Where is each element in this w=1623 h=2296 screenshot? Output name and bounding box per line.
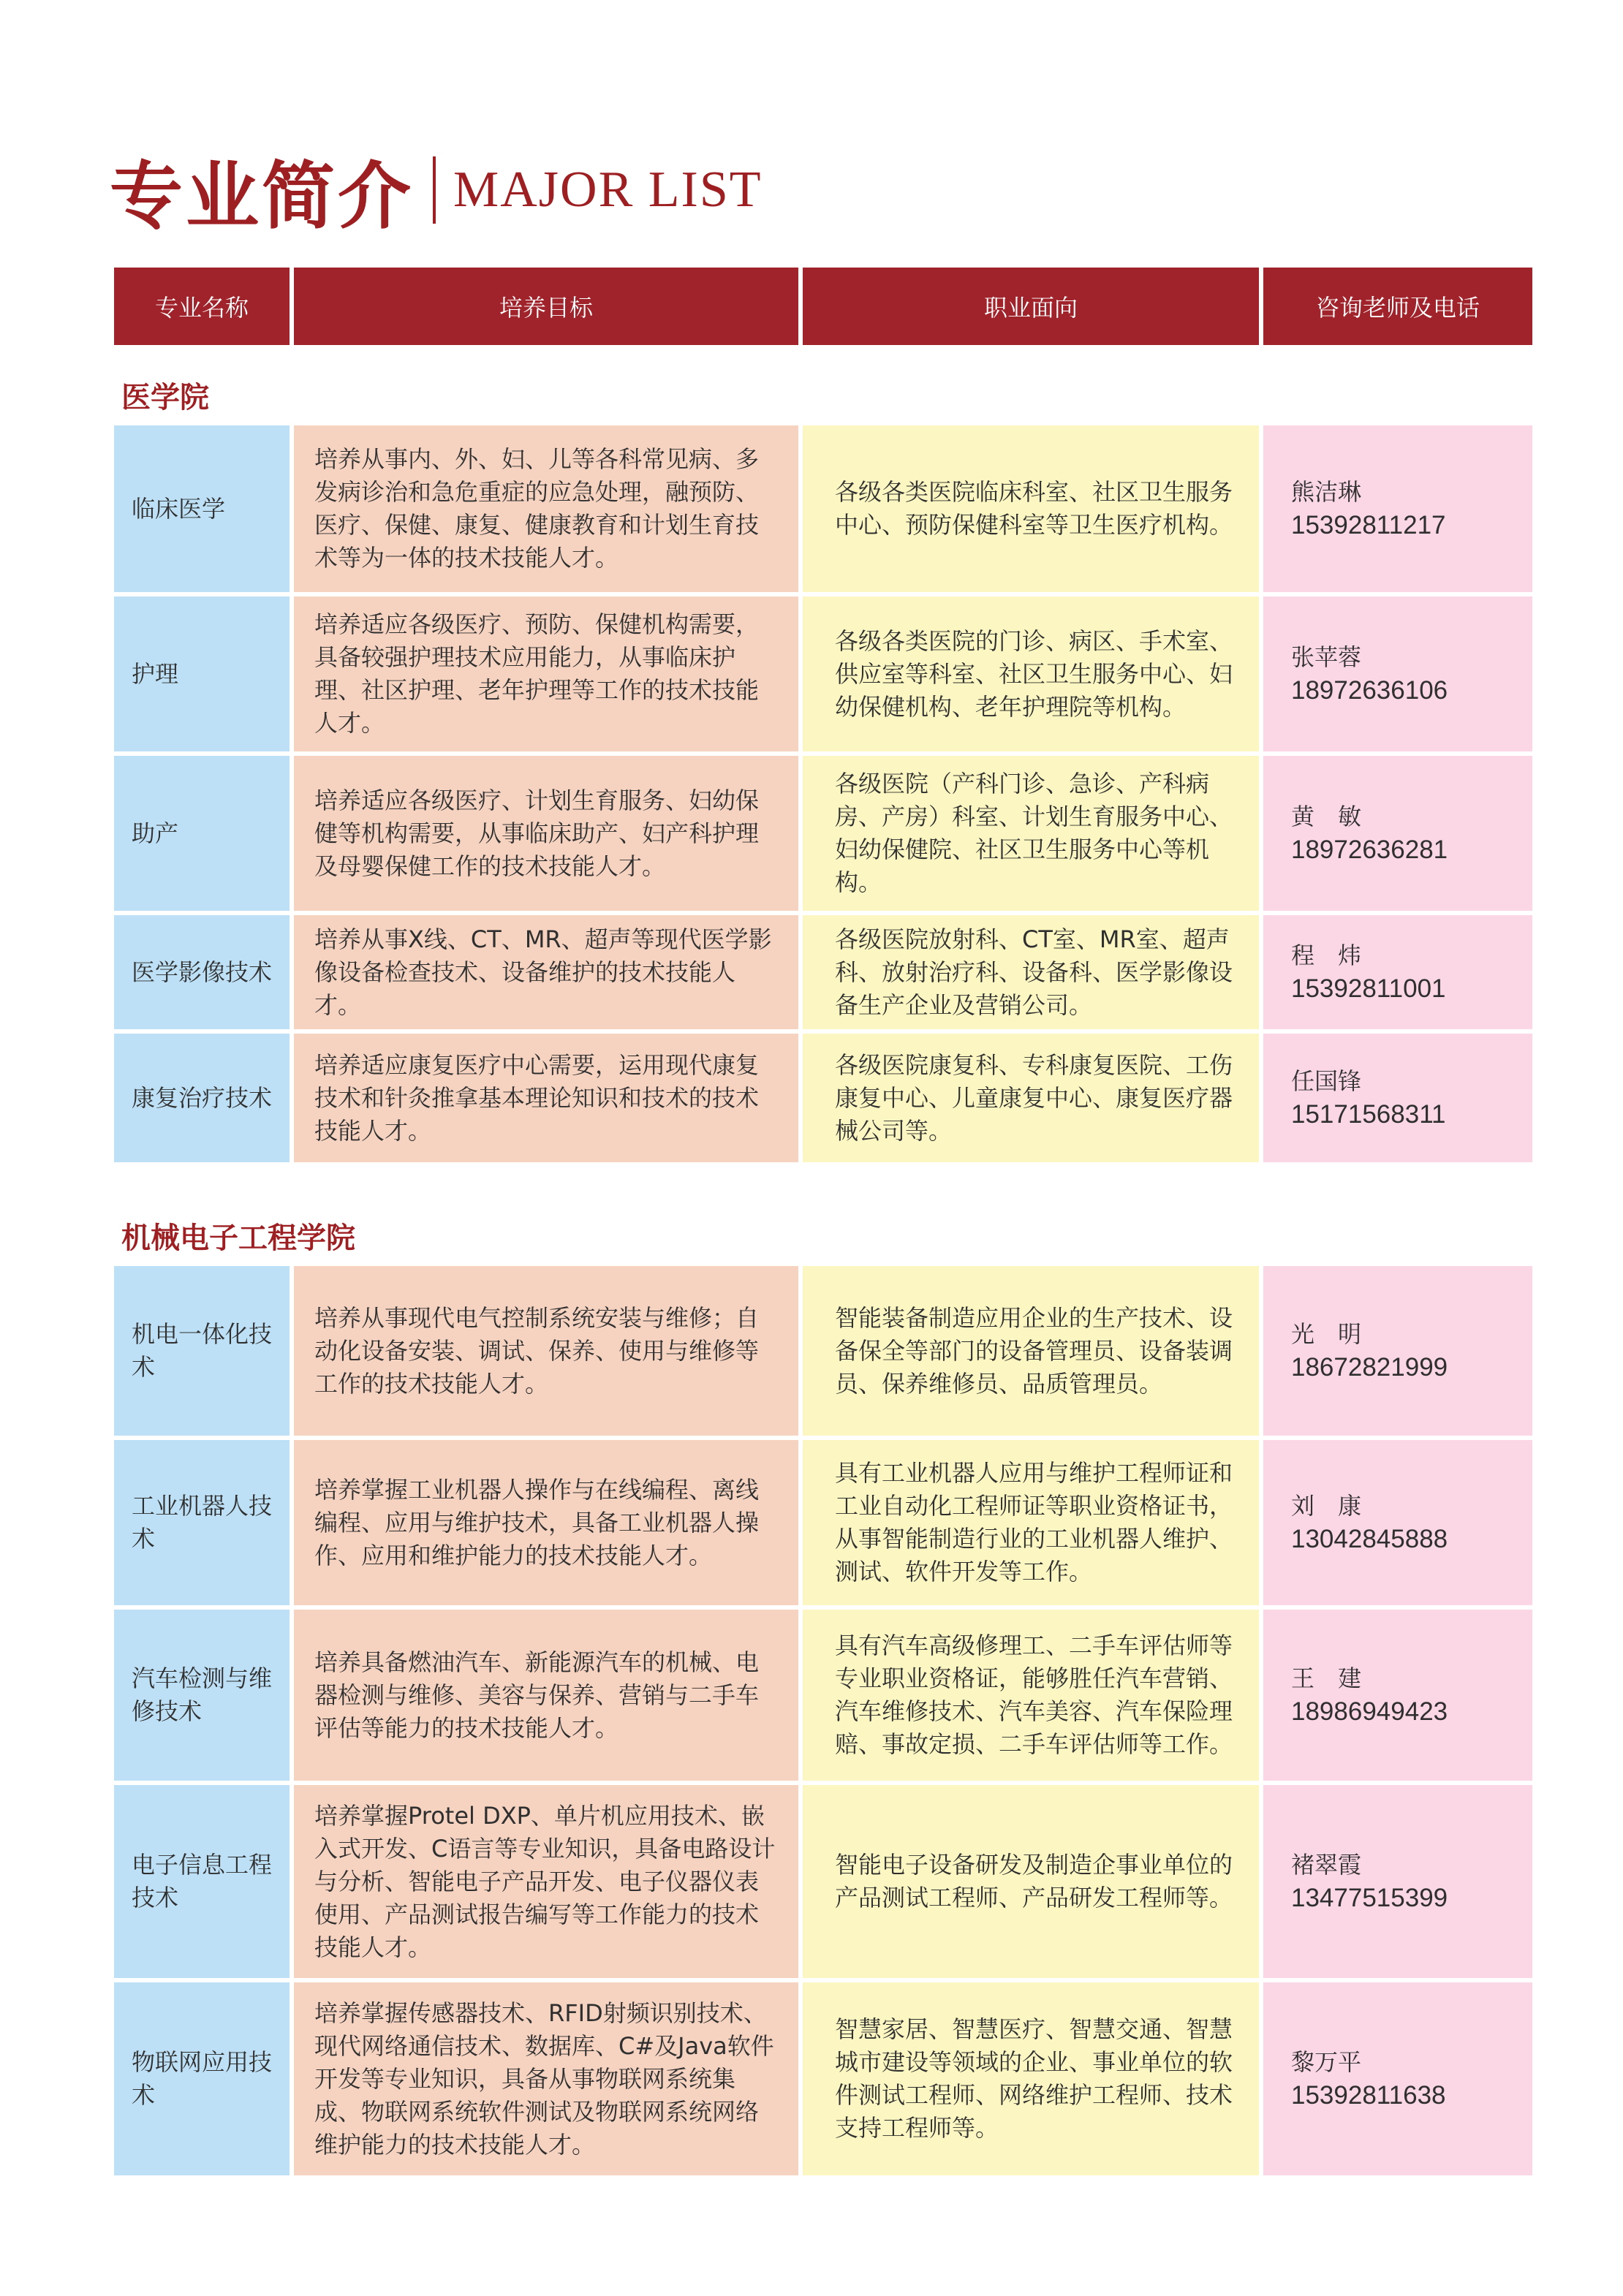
teacher-name: 程 炜	[1291, 941, 1362, 969]
major-name: 护理	[114, 596, 290, 751]
teacher-name: 张苹蓉	[1291, 643, 1362, 671]
major-name: 机电一体化技术	[114, 1266, 290, 1436]
training-goal: 培养具备燃油汽车、新能源汽车的机械、电器检测与维修、美容与保养、营销与二手车评估等能力的技术技能人才。	[294, 1610, 798, 1781]
contact-info	[1263, 1266, 1532, 1436]
major-name: 物联网应用技术	[114, 1982, 290, 2175]
phone-number: 15171568311	[1291, 1100, 1446, 1129]
career-direction: 各级各类医院的门诊、病区、手术室、供应室等科室、社区卫生服务中心、妇幼保健机构、老年护理院等机构。	[803, 596, 1259, 751]
page-title	[110, 146, 763, 239]
teacher-name: 黄 敏	[1291, 803, 1362, 830]
career-direction: 智能电子设备研发及制造企事业单位的产品测试工程师、产品研发工程师等。	[803, 1785, 1259, 1978]
training-goal: 培养适应各级医疗、预防、保健机构需要，具备较强护理技术应用能力，从事临床护理、社区护理、老年护理等工作的技术技能人才。	[294, 596, 798, 751]
phone-number: 15392811001	[1291, 974, 1446, 1003]
header-contact: 咨询老师及电话	[1263, 268, 1532, 345]
career-direction: 各级医院放射科、CT室、MR室、超声科、放射治疗科、设备科、医学影像设备生产企业及营销公司。	[803, 915, 1259, 1029]
career-direction: 智慧家居、智慧医疗、智慧交通、智慧城市建设等领域的企业、事业单位的软件测试工程师、网络维护工程师、技术支持工程师等。	[803, 1982, 1259, 2175]
contact-info	[1263, 1440, 1532, 1605]
teacher-name: 光 明	[1291, 1320, 1362, 1348]
phone-number: 15392811217	[1291, 511, 1446, 539]
phone-number: 13042845888	[1291, 1525, 1448, 1553]
page-title-chinese: 专业简介	[110, 153, 414, 239]
teacher-name: 熊洁琳	[1291, 478, 1362, 506]
training-goal: 培养从事内、外、妇、儿等各科常见病、多发病诊治和急危重症的应急处理，融预防、医疗、保健、康复、健康教育和计划生育技术等为一体的技术技能人才。	[294, 425, 798, 592]
phone-number: 18672821999	[1291, 1353, 1448, 1382]
title-divider	[433, 156, 436, 224]
section-title-mechatronics: 机械电子工程学院	[121, 1221, 355, 1255]
teacher-name: 任国锋	[1291, 1067, 1362, 1095]
career-direction: 各级医院（产科门诊、急诊、产科病房、产房）科室、计划生育服务中心、妇幼保健院、社区卫生服务中心等机构。	[803, 756, 1259, 911]
phone-number: 18972636281	[1291, 836, 1448, 864]
training-goal: 培养从事X线、CT、MR、超声等现代医学影像设备检查技术、设备维护的技术技能人才。	[294, 915, 798, 1029]
contact-info	[1263, 1982, 1532, 2175]
career-direction: 智能装备制造应用企业的生产技术、设备保全等部门的设备管理员、设备装调员、保养维修员、品质管理员。	[803, 1266, 1259, 1436]
phone-number: 18972636106	[1291, 676, 1448, 705]
major-name: 汽车检测与维修技术	[114, 1610, 290, 1781]
career-direction: 具有汽车高级修理工、二手车评估师等专业职业资格证，能够胜任汽车营销、汽车维修技术、汽车美容、汽车保险理赔、事故定损、二手车评估师等工作。	[803, 1610, 1259, 1781]
table-header	[114, 268, 1532, 345]
phone-number: 15392811638	[1291, 2081, 1446, 2110]
header-career: 职业面向	[803, 268, 1259, 345]
teacher-name: 王 建	[1291, 1664, 1362, 1692]
teacher-name: 黎万平	[1291, 2048, 1362, 2076]
contact-info	[1263, 596, 1532, 751]
section-title-medical: 医学院	[121, 381, 209, 414]
major-name: 康复治疗技术	[114, 1034, 290, 1162]
training-goal: 培养适应各级医疗、计划生育服务、妇幼保健等机构需要，从事临床助产、妇产科护理及母婴保健工作的技术技能人才。	[294, 756, 798, 911]
major-name: 医学影像技术	[114, 915, 290, 1029]
career-direction: 具有工业机器人应用与维护工程师证和工业自动化工程师证等职业资格证书，从事智能制造行业的工业机器人维护、测试、软件开发等工作。	[803, 1440, 1259, 1605]
contact-info	[1263, 756, 1532, 911]
major-name: 工业机器人技术	[114, 1440, 290, 1605]
career-direction: 各级各类医院临床科室、社区卫生服务中心、预防保健科室等卫生医疗机构。	[803, 425, 1259, 592]
phone-number: 18986949423	[1291, 1697, 1448, 1726]
contact-info	[1263, 1034, 1532, 1162]
major-name: 临床医学	[114, 425, 290, 592]
training-goal: 培养适应康复医疗中心需要，运用现代康复技术和针灸推拿基本理论知识和技术的技术技能人才。	[294, 1034, 798, 1162]
header-goal: 培养目标	[294, 268, 798, 345]
training-goal: 培养掌握传感器技术、RFID射频识别技术、现代网络通信技术、数据库、C#及Java软件开发等专业知识，具备从事物联网系统集成、物联网系统软件测试及物联网系统网络维护能力的技术技能人才。	[294, 1982, 798, 2175]
contact-info	[1263, 915, 1532, 1029]
page-title-english: MAJOR LIST	[453, 162, 763, 218]
career-direction: 各级医院康复科、专科康复医院、工伤康复中心、儿童康复中心、康复医疗器械公司等。	[803, 1034, 1259, 1162]
major-name: 电子信息工程技术	[114, 1785, 290, 1978]
major-name: 助产	[114, 756, 290, 911]
contact-info	[1263, 1610, 1532, 1781]
training-goal: 培养掌握工业机器人操作与在线编程、离线编程、应用与维护技术，具备工业机器人操作、应用和维护能力的技术技能人才。	[294, 1440, 798, 1605]
training-goal: 培养从事现代电气控制系统安装与维修；自动化设备安装、调试、保养、使用与维修等工作的技术技能人才。	[294, 1266, 798, 1436]
phone-number: 13477515399	[1291, 1884, 1448, 1912]
header-major: 专业名称	[114, 268, 290, 345]
contact-info	[1263, 425, 1532, 592]
teacher-name: 褚翠霞	[1291, 1851, 1362, 1879]
training-goal: 培养掌握Protel DXP、单片机应用技术、嵌入式开发、C语言等专业知识，具备电路设计与分析、智能电子产品开发、电子仪器仪表使用、产品测试报告编写等工作能力的技术技能人才。	[294, 1785, 798, 1978]
teacher-name: 刘 康	[1291, 1492, 1362, 1520]
contact-info	[1263, 1785, 1532, 1978]
